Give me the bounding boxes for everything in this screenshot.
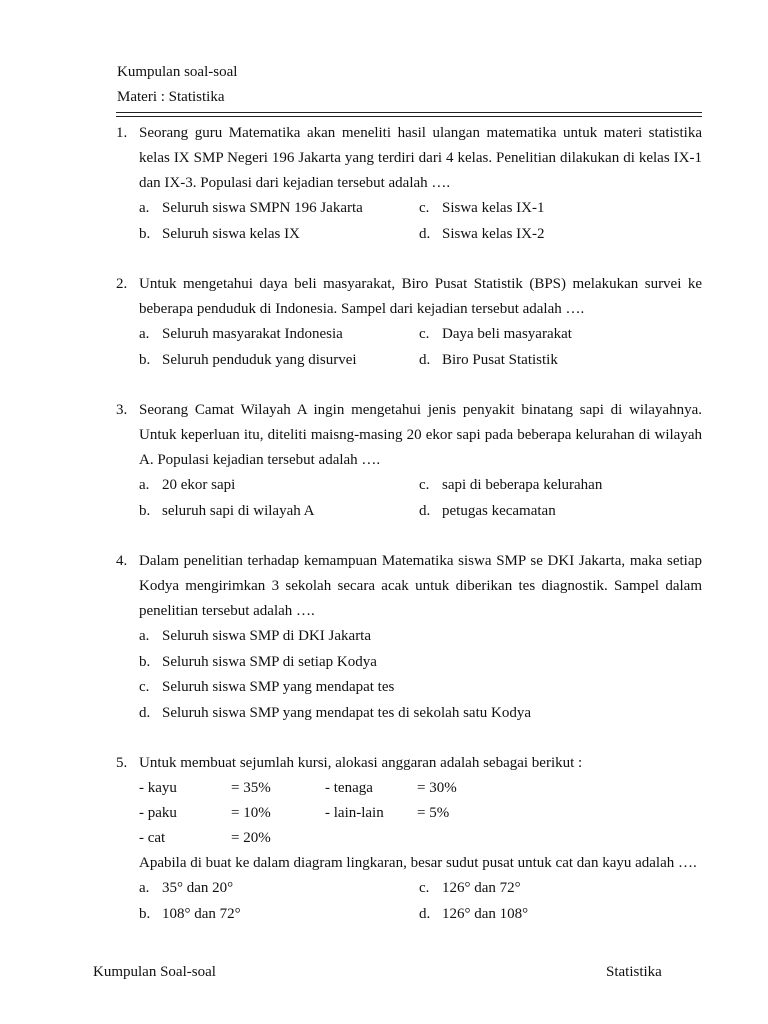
option-d: [419, 902, 725, 928]
option-text: Daya beli masyarakat: [442, 326, 572, 342]
question-text: Untuk membuat sejumlah kursi, alokasi anggaran adalah sebagai berikut :: [139, 755, 583, 771]
allocation-label: - kayu: [139, 780, 177, 796]
allocation-value: = 35%: [231, 780, 271, 796]
option-d: [419, 499, 725, 525]
document-title: Kumpulan soal-soal: [117, 64, 238, 80]
option-text: 126° dan 108°: [442, 905, 529, 922]
options: [139, 624, 702, 726]
option-text: 35° dan 20°: [162, 880, 234, 896]
document-header: [117, 60, 237, 110]
question-text: Seorang guru Matematika akan meneliti hasil ulangan matematika untuk materi statistika kelas IX SMP Negeri 196 Jakarta yang terdiri dari 4 kelas. Penelitian dilakukan di kelas IX-1 dan IX-3. Populasi dari kejadian tersebut adalah ….: [139, 125, 702, 191]
allocation-label: - tenaga: [325, 780, 373, 796]
allocation-label: - paku: [139, 805, 177, 821]
option-b: [139, 222, 419, 248]
option-d: [419, 222, 725, 248]
budget-allocation: [139, 776, 702, 851]
option-a: [139, 322, 419, 348]
allocation-value: = 30%: [417, 780, 457, 796]
option-text: Seluruh masyarakat Indonesia: [162, 326, 343, 342]
option-text: Seluruh siswa SMP yang mendapat tes di sekolah satu Kodya: [162, 704, 531, 721]
footer-subject: Statistika: [606, 964, 662, 980]
allocation-value: = 5%: [417, 805, 450, 821]
option-letter: b.: [139, 653, 151, 670]
option-letter: b.: [139, 502, 151, 519]
footer-title: Kumpulan Soal-soal: [93, 964, 216, 980]
option-text: Siswa kelas IX-2: [442, 225, 545, 242]
option-d: [419, 348, 725, 374]
question-list: [116, 121, 702, 927]
option-text: Seluruh penduduk yang disurvei: [162, 351, 357, 368]
option-letter: c.: [419, 880, 430, 896]
option-c: [419, 196, 725, 222]
option-letter: c.: [419, 326, 430, 342]
question-2: [116, 272, 702, 373]
allocation-label: - cat: [139, 830, 166, 846]
option-letter: d.: [419, 905, 431, 922]
question-text: Seorang Camat Wilayah A ingin mengetahui jenis penyakit binatang sapi di wilayahnya. Untuk keperluan itu, diteliti maisng-masing 20 ekor sapi pada beberapa kelurahan di wilayah A. Populasi kejadian tersebut adalah ….: [139, 402, 702, 468]
option-b: [139, 499, 419, 525]
option-text: sapi di beberapa kelurahan: [442, 477, 603, 493]
option-letter: b.: [139, 905, 151, 922]
option-letter: b.: [139, 225, 151, 242]
header-divider-bottom: [116, 116, 702, 117]
option-b: [139, 902, 419, 928]
option-letter: a.: [139, 880, 150, 896]
option-b: [139, 650, 725, 676]
allocation-label: - lain-lain: [325, 805, 384, 821]
option-text: petugas kecamatan: [442, 502, 556, 519]
option-letter: a.: [139, 326, 150, 342]
option-text: Biro Pusat Statistik: [442, 351, 558, 368]
option-text: 20 ekor sapi: [162, 477, 236, 493]
option-c: [419, 473, 725, 499]
option-text: 126° dan 72°: [442, 880, 521, 896]
question-5: [116, 751, 702, 927]
option-a: [139, 473, 419, 499]
option-text: Seluruh siswa SMP di setiap Kodya: [162, 653, 377, 670]
option-letter: a.: [139, 477, 150, 493]
question-1: [116, 121, 702, 247]
question-number: 5.: [116, 755, 128, 771]
option-letter: a.: [139, 628, 150, 644]
question-4: [116, 549, 702, 726]
option-b: [139, 348, 419, 374]
option-letter: d.: [139, 704, 151, 721]
question-number: 3.: [116, 402, 128, 418]
options: [139, 322, 702, 373]
options: [139, 473, 702, 524]
option-text: Seluruh siswa SMP yang mendapat tes: [162, 679, 395, 695]
question-number: 2.: [116, 276, 128, 292]
option-letter: b.: [139, 351, 151, 368]
option-c: [139, 675, 725, 701]
option-letter: c.: [139, 679, 150, 695]
option-text: Siswa kelas IX-1: [442, 200, 545, 216]
option-a: [139, 196, 419, 222]
question-text-continued: Apabila di buat ke dalam diagram lingkaran, besar sudut pusat untuk cat dan kayu adalah ….: [139, 855, 697, 871]
option-text: Seluruh siswa SMPN 196 Jakarta: [162, 200, 363, 216]
option-letter: d.: [419, 351, 431, 368]
question-number: 4.: [116, 553, 128, 569]
option-text: Seluruh siswa kelas IX: [162, 225, 300, 242]
question-text: Untuk mengetahui daya beli masyarakat, Biro Pusat Statistik (BPS) melakukan survei ke beberapa penduduk di Indonesia. Sampel dari kejadian tersebut adalah ….: [139, 276, 702, 317]
option-a: [139, 876, 419, 902]
question-3: [116, 398, 702, 524]
option-letter: c.: [419, 477, 430, 493]
option-text: seluruh sapi di wilayah A: [162, 502, 315, 519]
options: [139, 196, 702, 247]
option-letter: d.: [419, 225, 431, 242]
question-number: 1.: [116, 125, 128, 141]
header-divider-top: [116, 112, 702, 113]
option-letter: d.: [419, 502, 431, 519]
options: [139, 876, 702, 927]
option-text: 108° dan 72°: [162, 905, 241, 922]
question-text: Dalam penelitian terhadap kemampuan Matematika siswa SMP se DKI Jakarta, maka setiap Kodya mengirimkan 3 sekolah secara acak untuk diberikan tes diagnostik. Sampel dalam penelitian tersebut adalah ….: [139, 553, 702, 619]
option-text: Seluruh siswa SMP di DKI Jakarta: [162, 628, 372, 644]
option-letter: c.: [419, 200, 430, 216]
allocation-value: = 10%: [231, 805, 271, 821]
option-c: [419, 322, 725, 348]
option-d: [139, 701, 725, 727]
option-letter: a.: [139, 200, 150, 216]
option-c: [419, 876, 725, 902]
allocation-value: = 20%: [231, 830, 271, 846]
subject-label: Materi : Statistika: [117, 89, 225, 105]
option-a: [139, 624, 725, 650]
